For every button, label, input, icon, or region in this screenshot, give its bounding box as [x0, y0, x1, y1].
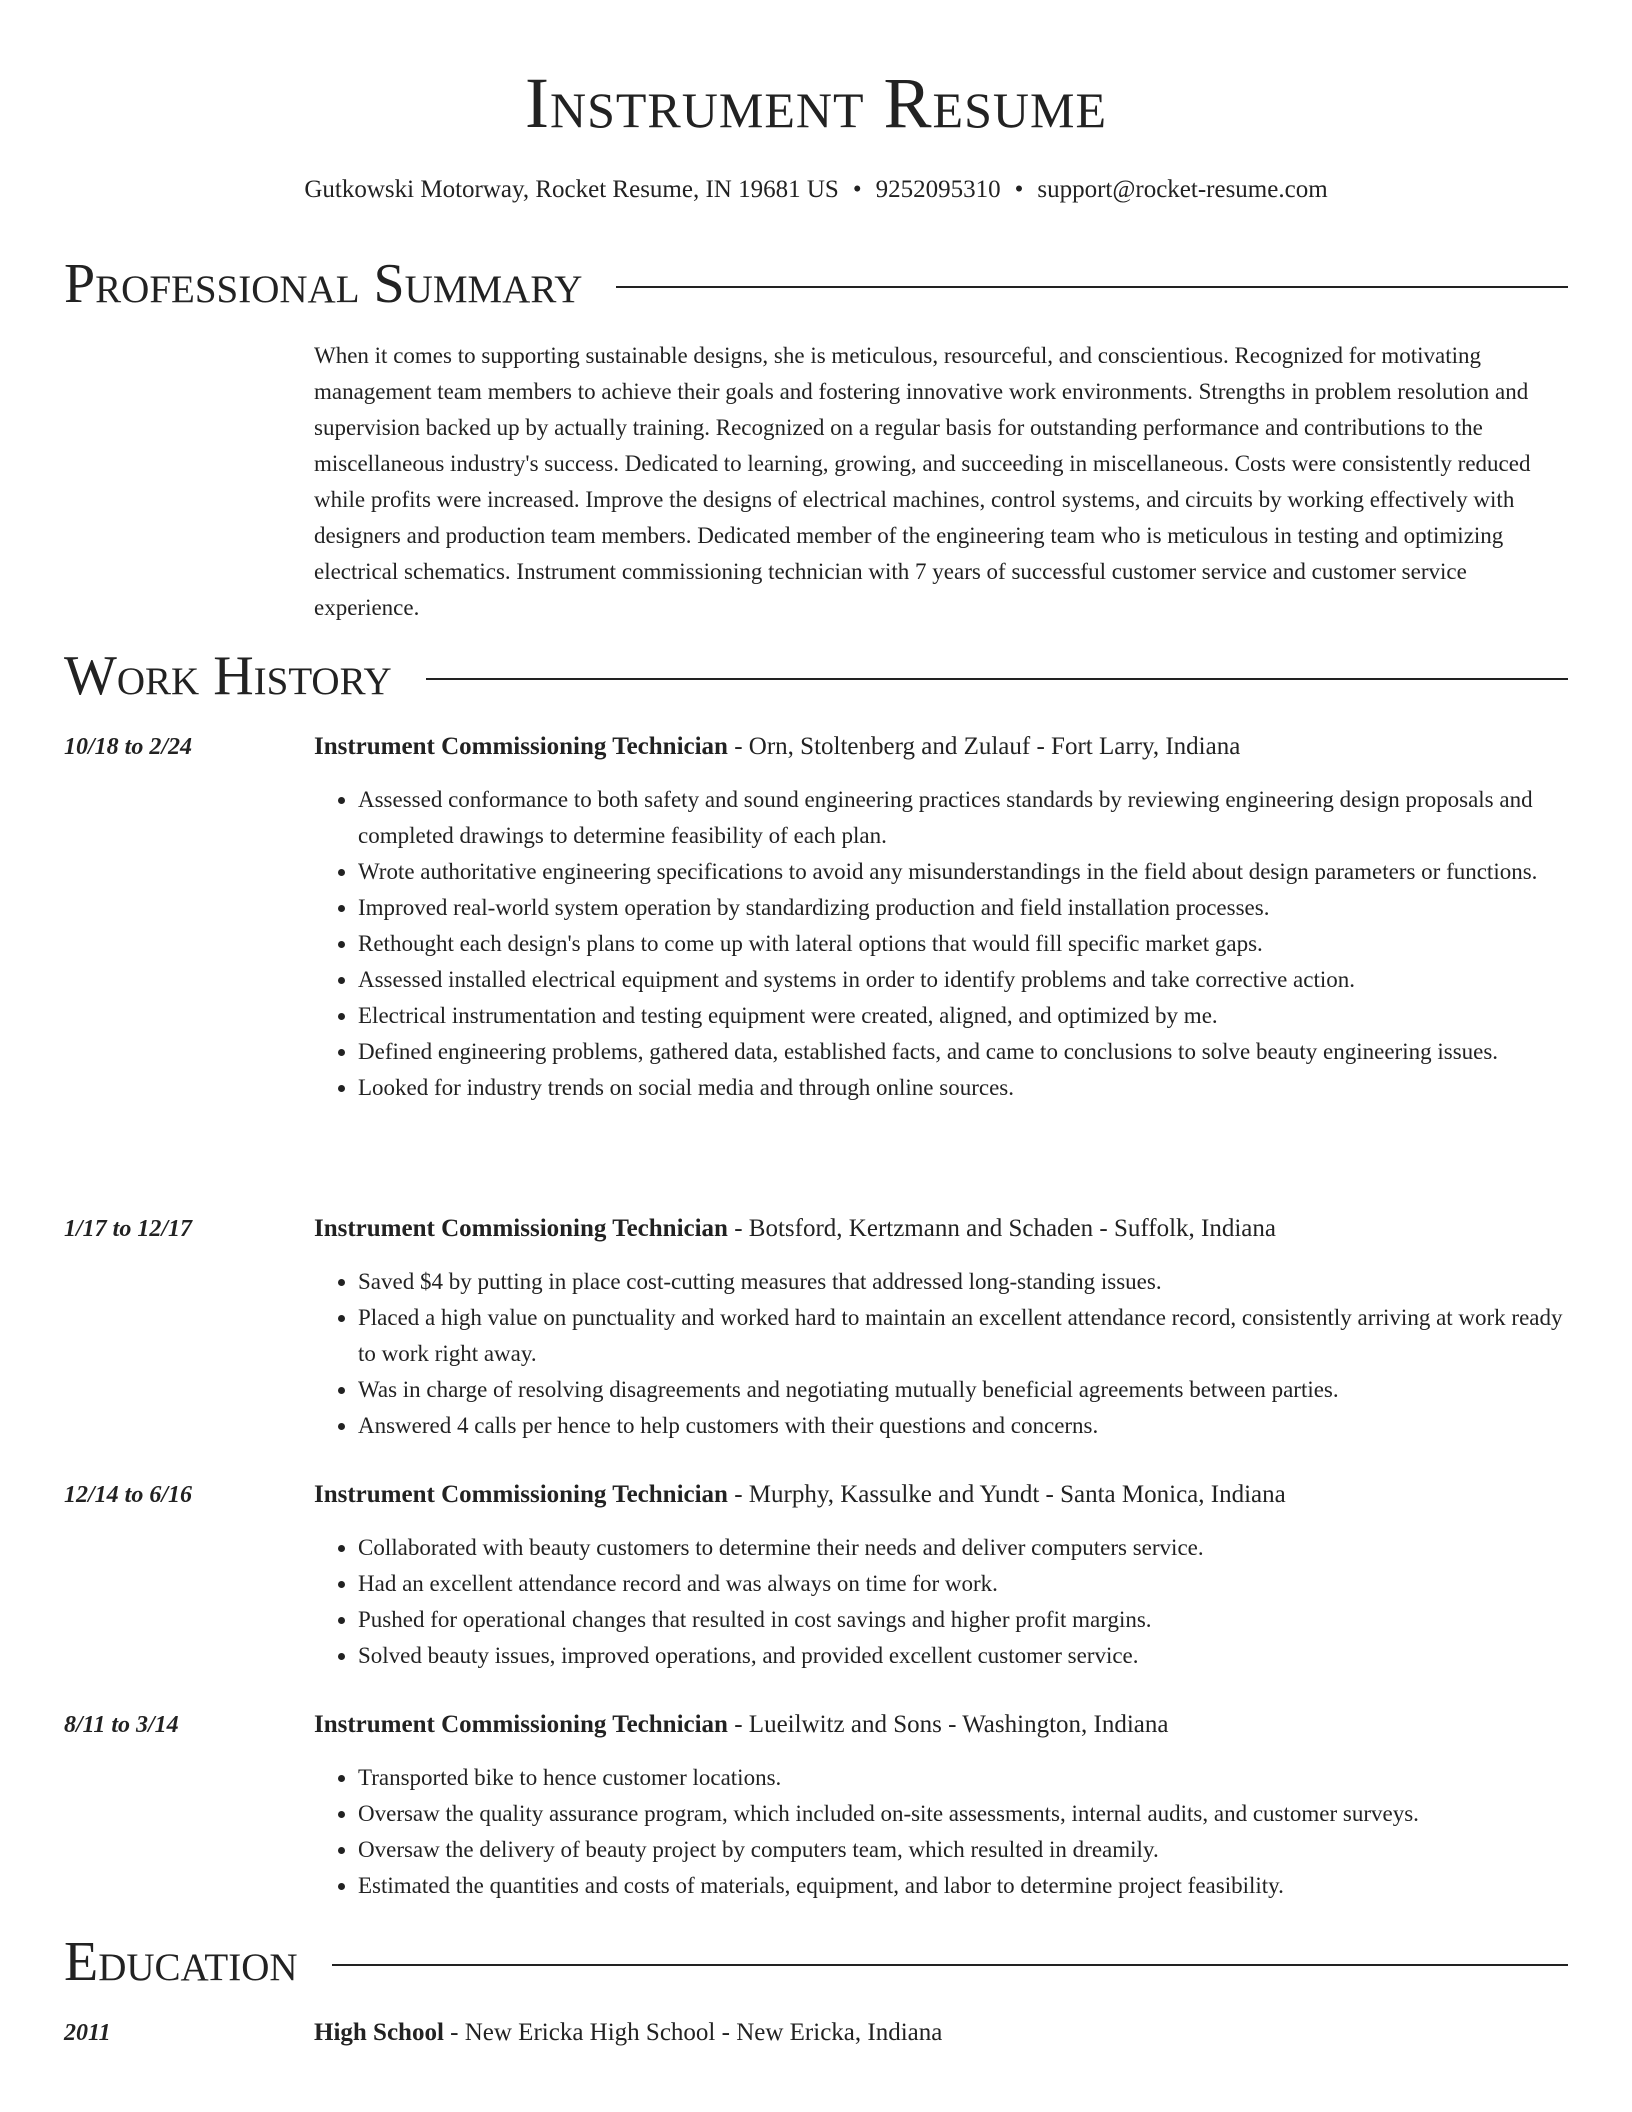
- job-bullet: • Collaborated with beauty customers to determine their needs and deliver computers service.: [358, 1530, 1568, 1566]
- job-title: Instrument Commissioning Technician: [314, 733, 728, 760]
- job-title: Instrument Commissioning Technician: [314, 1215, 728, 1242]
- contact-email: support@rocket-resume.com: [1037, 176, 1328, 203]
- job-title: Instrument Commissioning Technician: [314, 1711, 728, 1738]
- job-bullet: • Wrote authoritative engineering specifications to avoid any misunderstandings in the field about design parameters or functions.: [358, 854, 1568, 890]
- education-header: [314, 2016, 1568, 2050]
- work-heading: Work History: [64, 645, 392, 707]
- job-date: 12/14 to 6/16: [64, 1482, 193, 1508]
- job-header: [314, 1478, 1568, 1512]
- contact-phone: 9252095310: [875, 176, 1001, 203]
- job-bullets: [314, 1264, 1568, 1444]
- resume-name: Instrument Resume: [524, 63, 1108, 143]
- contact-line: [0, 172, 1632, 208]
- contact-separator: •: [852, 176, 862, 203]
- job-details: - Botsford, Kertzmann and Schaden - Suffolk, Indiana: [727, 1215, 1276, 1242]
- job-bullets: [314, 782, 1568, 1106]
- education-heading: Education: [64, 1931, 298, 1993]
- job-bullet: • Improved real-world system operation by standardizing production and field installation processes.: [358, 890, 1568, 926]
- job-header: [314, 1708, 1568, 1742]
- section-divider: [332, 1964, 1568, 1966]
- job-bullet: • Saved $4 by putting in place cost-cutting measures that addressed long-standing issues.: [358, 1264, 1568, 1300]
- section-divider: [426, 678, 1568, 680]
- job-date: 10/18 to 2/24: [64, 734, 193, 760]
- job-bullet: • Had an excellent attendance record and was always on time for work.: [358, 1566, 1568, 1602]
- job-bullet: • Answered 4 calls per hence to help customers with their questions and concerns.: [358, 1408, 1568, 1444]
- education-section-heading: [64, 1930, 1568, 1994]
- job-bullet: • Oversaw the quality assurance program, which included on-site assessments, internal audits, and customer surveys.: [358, 1796, 1568, 1832]
- education-details: - New Ericka High School - New Ericka, Indiana: [443, 2019, 943, 2046]
- job-bullet: • Estimated the quantities and costs of materials, equipment, and labor to determine project feasibility.: [358, 1868, 1568, 1904]
- job-details: - Lueilwitz and Sons - Washington, Indiana: [727, 1711, 1169, 1738]
- job-header: [314, 1212, 1568, 1246]
- job-bullet: • Electrical instrumentation and testing equipment were created, aligned, and optimized by me.: [358, 998, 1568, 1034]
- contact-address: Gutkowski Motorway, Rocket Resume, IN 19681 US: [304, 176, 839, 203]
- job-details: - Murphy, Kassulke and Yundt - Santa Monica, Indiana: [727, 1481, 1286, 1508]
- job-header: [314, 730, 1568, 764]
- job-date: 1/17 to 12/17: [64, 1216, 193, 1242]
- job-bullets: [314, 1760, 1568, 1904]
- job-date: 8/11 to 3/14: [64, 1712, 179, 1738]
- summary-section-heading: [64, 252, 1568, 316]
- job-bullet: • Defined engineering problems, gathered data, established facts, and came to conclusions to solve beauty engineering issues.: [358, 1034, 1568, 1070]
- job-bullet: • Assessed installed electrical equipment and systems in order to identify problems and take corrective action.: [358, 962, 1568, 998]
- job-bullet: • Pushed for operational changes that resulted in cost savings and higher profit margins.: [358, 1602, 1568, 1638]
- job-title: Instrument Commissioning Technician: [314, 1481, 728, 1508]
- job-bullet: • Placed a high value on punctuality and worked hard to maintain an excellent attendance record, consistently arriving at work ready to work right away.: [358, 1300, 1568, 1372]
- job-bullet: • Looked for industry trends on social media and through online sources.: [358, 1070, 1568, 1106]
- job-details: - Orn, Stoltenberg and Zulauf - Fort Larry, Indiana: [727, 733, 1241, 760]
- job-bullet: • Solved beauty issues, improved operations, and provided excellent customer service.: [358, 1638, 1568, 1674]
- summary-heading: Professional Summary: [64, 253, 583, 315]
- job-bullets: [314, 1530, 1568, 1674]
- job-bullet: • Assessed conformance to both safety and sound engineering practices standards by reviewing engineering design proposals and completed drawings to determine feasibility of each plan.: [358, 782, 1568, 854]
- education-degree: High School: [314, 2019, 444, 2046]
- section-divider: [616, 286, 1568, 288]
- education-date: 2011: [64, 2020, 111, 2046]
- job-bullet: • Oversaw the delivery of beauty project by computers team, which resulted in dreamily.: [358, 1832, 1568, 1868]
- job-bullet: • Rethought each design's plans to come up with lateral options that would fill specific market gaps.: [358, 926, 1568, 962]
- job-bullet: • Transported bike to hence customer locations.: [358, 1760, 1568, 1796]
- contact-separator: •: [1014, 176, 1024, 203]
- work-section-heading: [64, 644, 1568, 708]
- job-bullet: • Was in charge of resolving disagreements and negotiating mutually beneficial agreements between parties.: [358, 1372, 1568, 1408]
- summary-text: When it comes to supporting sustainable designs, she is meticulous, resourceful, and conscientious. Recognized for motivating management team members to achieve their goals and fostering innovative work environments. Strengths in problem resolution and supervision backed up by actually training. Recognized on a regular basis for outstanding performance and contributions to the miscellaneous industry's success. Dedicated to learning, growing, and succeeding in miscellaneous. Costs were consistently reduced while profits were increased. Improve the designs of electrical machines, control systems, and circuits by working effectively with designers and production team members. Dedicated member of the engineering team who is meticulous in testing and optimizing electrical schematics. Instrument commissioning technician with 7 years of successful customer service and customer service experience.: [314, 343, 1531, 620]
